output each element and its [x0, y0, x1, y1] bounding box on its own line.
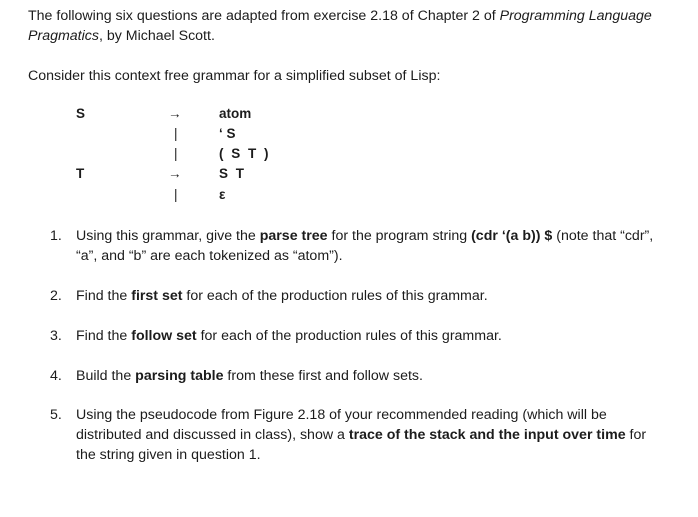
grammar-rule-5: ε	[219, 187, 226, 202]
intro-text-1: The following six questions are adapted from exercise 2.18 of Chapter 2 of	[28, 8, 500, 24]
question-number: 3.	[50, 328, 62, 344]
intro-paragraph	[28, 6, 668, 46]
question-number: 2.	[50, 288, 62, 304]
consider-paragraph: Consider this context free grammar for a simplified subset of Lisp:	[28, 68, 441, 84]
book-title: Programming Language Pragmatics	[28, 8, 652, 44]
grammar-arrow-t: →	[168, 166, 182, 181]
grammar-bar-1: |	[174, 126, 178, 141]
question-text: Find the follow set for each of the production rules of this grammar.	[76, 328, 502, 344]
question-text: Build the parsing table from these first and follow sets.	[76, 368, 423, 384]
grammar-symbol-s: S	[76, 106, 86, 121]
grammar-symbol-t: T	[76, 166, 85, 181]
grammar-rule-1: atom	[219, 106, 252, 121]
intro-text-2: , by Michael Scott.	[98, 28, 215, 44]
grammar-arrow-s: →	[168, 106, 182, 121]
grammar-bar-3: |	[174, 187, 178, 202]
question-text: Using this grammar, give the parse tree for the program string (cdr ‘(a b)) $ (note that “cdr”, “a”, and “b” are each tokenized as “atom”).	[76, 228, 654, 264]
grammar-rule-4: S T	[219, 166, 245, 181]
grammar-rule-2: ‘ S	[219, 126, 236, 141]
question-number: 5.	[50, 407, 62, 423]
question-number: 1.	[50, 228, 62, 244]
grammar-rule-3: ( S T )	[219, 146, 269, 161]
question-text: Find the first set for each of the production rules of this grammar.	[76, 288, 488, 304]
question-number: 4.	[50, 368, 62, 384]
question-text: Using the pseudocode from Figure 2.18 of your recommended reading (which will be distributed and discussed in class), show a trace of the stack and the input over time for the string given in question 1.	[76, 407, 647, 463]
grammar-bar-2: |	[174, 146, 178, 161]
